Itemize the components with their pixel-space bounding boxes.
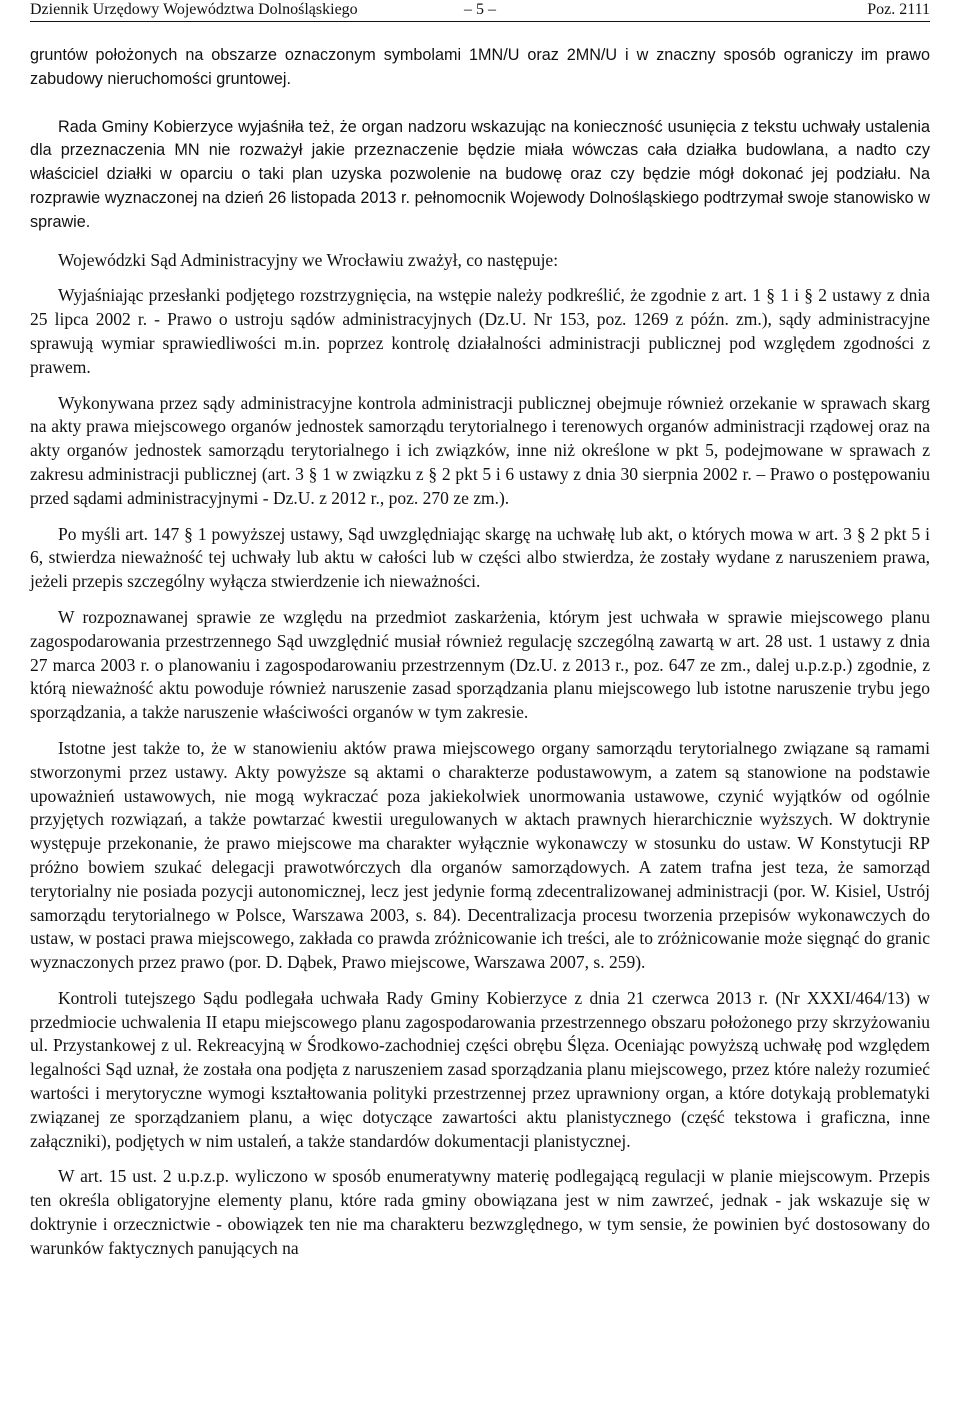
page-header xyxy=(30,0,930,44)
section-heading: Wojewódzki Sąd Administracyjny we Wrocławiu zważył, co następuje: xyxy=(58,249,559,270)
paragraph-rada-gminy: Rada Gminy Kobierzyce wyjaśniła też, że organ nadzoru wskazując na konieczność usunięcia z tekstu uchwały ustalenia dla przeznaczenia MN nie rozważył jakie przeznaczenie będzie miała wówczas cała działka budowlana, a nadto czy właściciel działki w oparciu o taki plan uzyska pozwolenie na budowę oraz czy będzie mógł dokonać jej podziału. Na rozprawie wyznaczonej na dzień 26 listopada 2013 r. pełnomocnik Wojewody Dolnośląskiego podtrzymał swoje stanowisko w sprawie. xyxy=(30,117,930,231)
paragraph: Kontroli tutejszego Sądu podlegała uchwała Rady Gminy Kobierzyce z dnia 21 czerwca 2013 r. (Nr XXXI/464/13) w przedmiocie uchwalenia II etapu miejscowego planu zagospodarowania przestrzennego obszaru położonego przy skrzyżowaniu ul. Przystankowej z ul. Rekreacyjną w Środkowo-zachodniej części obrębu Ślęza. Oceniając powyższą uchwałę pod względem legalności Sąd uznał, że została ona podjęta z naruszeniem zasad sporządzania planu miejscowego, przez które należy rozumieć wartości i merytoryczne wymogi kształtowania polityki przestrzennej przez uprawniony organ, a które dotykają problematyki związanej ze sporządzaniem planu, a więc dotyczące zawartości aktu planistycznego (część tekstowa i graficzna, inne załączniki), podjętych w nim ustaleń, a także standardów dokumentacji planistycznej. xyxy=(30,987,930,1151)
paragraph: Wyjaśniając przesłanki podjętego rozstrzygnięcia, na wstępie należy podkreślić, że zgodnie z art. 1 § 1 i § 2 ustawy z dnia 25 lipca 2002 r. - Prawo o ustroju sądów administracyjnych (Dz.U. Nr 153, poz. 1269 z późn. zm.), sądy administracyjne sprawują wymiar sprawiedliwości m.in. poprzez kontrolę działalności administracji publicznej pod względem zgodności z prawem. xyxy=(30,285,930,377)
header-divider xyxy=(30,21,930,22)
paragraph: W art. 15 ust. 2 u.p.z.p. wyliczono w sposób enumeratywny materię podlegającą regulacji w planie miejscowym. Przepis ten określa obligatoryjne elementy planu, które rada gminy obowiązana jest w nim zawrzeć, jednak - jak wskazuje się w doktrynie i orzecznictwie - obowiązek ten nie ma charakteru bezwzględnego, w tym sensie, że powinien być dostosowany do warunków faktycznych panujących na xyxy=(30,1166,930,1258)
journal-title: Dziennik Urzędowy Województwa Dolnośląskiego xyxy=(30,1,358,18)
page-number: – 5 – xyxy=(464,1,496,18)
paragraph: Istotne jest także to, że w stanowieniu aktów prawa miejscowego organy samorządu terytorialnego związane są ramami stworzonymi przez ustawy. Akty powyższe są aktami o charakterze podustawowym, a zatem są stanowione na podstawie upoważnień ustawowych, nie mogą wykraczać poza jakiekolwiek unormowania ustawowe, czynić wyjątków od ogólnie przyjętych rozwiązań, a także powtarzać kwestii uregulowanych w aktach prawnych hierarchicznie wyższych. W doktrynie występuje przekonanie, że prawo miejscowe ma charakter wyłącznie wykonawczy w stosunku do ustaw. W Konstytucji RP próżno bowiem szukać delegacji prawotwórczych dla organów samorządowych. A zatem trafna jest teza, że samorząd terytorialny nie posiada pozycji autonomicznej, lecz jest jedynie formą zdecentralizowanej administracji (por. W. Kisiel, Ustrój samorządu terytorialnego w Polsce, Warszawa 2003, s. 84). Decentralizacja procesu tworzenia przepisów wykonawczych do ustaw, w postaci prawa miejscowego, zakłada co prawda zróżnicowanie ich treści, ale to zróżnicowanie może sięgnąć do granic wyznaczonych przez prawo (por. D. Dąbek, Prawo miejscowe, Warszawa 2007, s. 259). xyxy=(30,737,930,973)
paragraph: Po myśli art. 147 § 1 powyższej ustawy, Sąd uwzględniając skargę na uchwałę lub akt, o których mowa w art. 3 § 2 pkt 5 i 6, stwierdza nieważność tej uchwały lub aktu w całości lub w części albo stwierdza, że zostały wydane z naruszeniem prawa, jeżeli przepis szczególny wyłącza stwierdzenie ich nieważności. xyxy=(30,523,930,592)
paragraph: Wykonywana przez sądy administracyjne kontrola administracji publicznej obejmuje również orzekanie w sprawach skarg na akty prawa miejscowego organów jednostek samorządu terytorialnego i terenowych organów administracji rządowej oraz na akty organów jednostek samorządu terytorialnego i ich związków, inne niż określone w pkt 5, podejmowane w sprawach z zakresu administracji publicznej (art. 3 § 1 w związku z § 2 pkt 5 i 6 ustawy z dnia 30 sierpnia 2002 r. – Prawo o postępowaniu przed sądami administracyjnymi - Dz.U. z 2012 r., poz. 270 ze zm.). xyxy=(30,392,930,508)
body-text xyxy=(30,44,930,1261)
paragraph: W rozpoznawanej sprawie ze względu na przedmiot zaskarżenia, którym jest uchwała w sprawie miejscowego planu zagospodarowania przestrzennego Sąd uwzględnić musiał również regulację szczególną zawartą w art. 28 ust. 1 ustawy z dnia 27 marca 2003 r. o planowaniu i zagospodarowaniu przestrzennym (Dz.U. z 2013 r., poz. 647 ze zm., dalej u.p.z.p.) zgodnie, z którą nieważność aktu powoduje również naruszenie zasad sporządzania planu miejscowego lub istotne naruszenie trybu jego sporządzania, a także naruszenie właściwości organów w tym zakresie. xyxy=(30,606,930,723)
paragraph-continuation: gruntów położonych na obszarze oznaczonym symbolami 1MN/U oraz 2MN/U i w znaczny sposób ograniczy im prawo zabudowy nieruchomości gruntowej. xyxy=(30,46,930,88)
position-number: Poz. 2111 xyxy=(867,1,930,18)
